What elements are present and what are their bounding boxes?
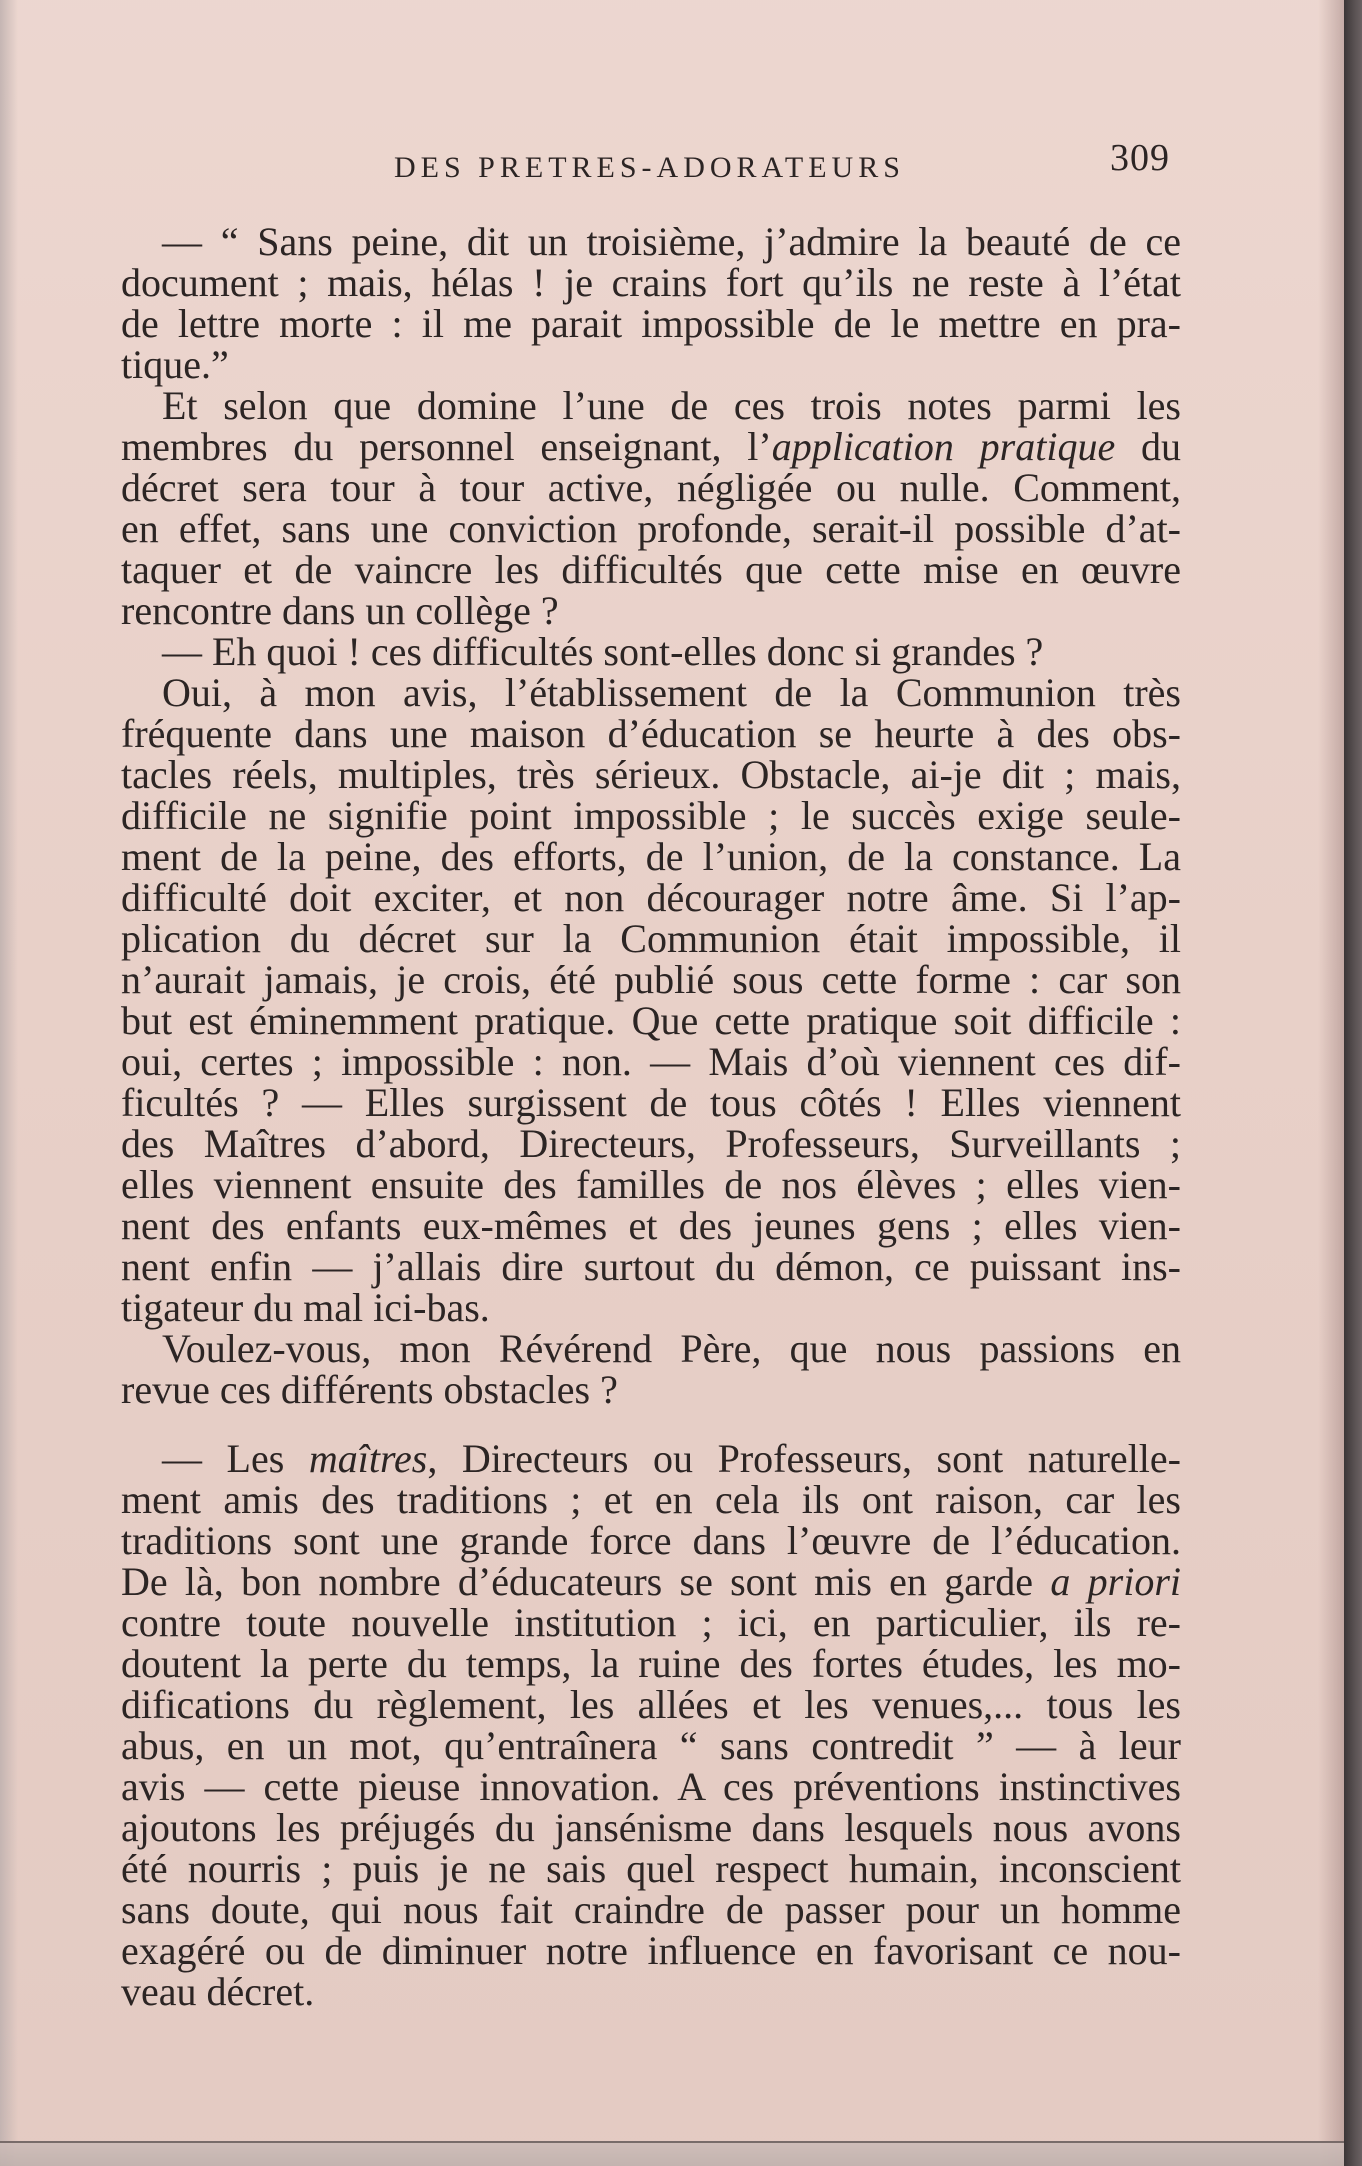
text-line (121, 1082, 1181, 1123)
text-run: été nourris ; puis je ne sais quel respect humain, inconscient (121, 1846, 1181, 1891)
page-bottom-edge (0, 2141, 1344, 2166)
italic-text: maîtres (308, 1436, 428, 1481)
text-run: but est éminemment pratique. Que cette pratique soit difficile : (121, 998, 1181, 1043)
page-gutter-shadow (1318, 0, 1344, 2166)
text-run: sans doute, qui nous fait craindre de passer pour un homme (121, 1887, 1181, 1932)
text-run: ment de la peine, des efforts, de l’union, de la constance. La (121, 834, 1181, 879)
text-line (121, 1602, 1181, 1643)
text-run: traditions sont une grande force dans l’œuvre de l’éducation. (121, 1518, 1181, 1563)
text-run: ficultés ? — Elles surgissent de tous côtés ! Elles viennent (121, 1080, 1181, 1125)
text-block (121, 221, 1181, 2012)
text-run: des Maîtres d’abord, Directeurs, Professeurs, Surveillants ; (121, 1121, 1181, 1166)
text-line (121, 795, 1181, 836)
text-run: avis — cette pieuse innovation. A ces préventions instinctives (121, 1764, 1181, 1809)
text-run: fréquente dans une maison d’éducation se heurte à des obs- (121, 711, 1181, 756)
text-run: de lettre morte : il me parait impossible de le mettre en pra- (121, 301, 1181, 346)
text-line (121, 1328, 1181, 1369)
text-run: , Directeurs ou Professeurs, sont naturelle- (427, 1436, 1181, 1481)
text-line (121, 1520, 1181, 1561)
text-run: oui, certes ; impossible : non. — Mais d’où viennent ces dif- (121, 1039, 1181, 1084)
text-line (121, 877, 1181, 918)
page-number: 309 (1110, 137, 1170, 179)
text-line (121, 303, 1181, 344)
italic-text: application pratique (771, 424, 1116, 469)
text-line (121, 1123, 1181, 1164)
text-line (121, 1643, 1181, 1684)
text-line (121, 1807, 1181, 1848)
text-line (121, 1205, 1181, 1246)
text-line (121, 672, 1181, 713)
text-line (121, 467, 1181, 508)
text-run: n’aurait jamais, je crois, été publié sous cette forme : car son (121, 957, 1181, 1002)
text-run: tigateur du mal ici-bas. (121, 1285, 490, 1330)
text-run: rencontre dans un collège ? (121, 588, 559, 633)
text-run: — Les (162, 1436, 309, 1481)
text-line (121, 1438, 1181, 1479)
text-run: revue ces différents obstacles ? (121, 1367, 618, 1412)
text-line (121, 1766, 1181, 1807)
text-run: taquer et de vaincre les difficultés que cette mise en œuvre (121, 547, 1181, 592)
paragraph (121, 672, 1181, 1328)
text-line (121, 631, 1181, 672)
text-line (121, 508, 1181, 549)
text-run: Oui, à mon avis, l’établissement de la Communion très (162, 670, 1181, 715)
text-run: tacles réels, multiples, très sérieux. Obstacle, ai-je dit ; mais, (121, 752, 1181, 797)
paragraph (121, 221, 1181, 385)
text-line (121, 1164, 1181, 1205)
text-line (121, 836, 1181, 877)
text-run: veau décret. (121, 1969, 315, 2014)
text-line (121, 221, 1181, 262)
text-line (121, 959, 1181, 1000)
text-line (121, 754, 1181, 795)
text-line (121, 713, 1181, 754)
paragraph (121, 1328, 1181, 1410)
text-run: Et selon que domine l’une de ces trois notes parmi les (162, 383, 1181, 428)
text-run: exagéré ou de diminuer notre influence en favorisant ce nou- (121, 1928, 1181, 1973)
text-run: abus, en un mot, qu’entraînera “ sans contredit ” — à leur (121, 1723, 1181, 1768)
text-run: plication du décret sur la Communion était impossible, il (121, 916, 1181, 961)
text-line (121, 262, 1181, 303)
text-line (121, 1725, 1181, 1766)
text-run: difficile ne signifie point impossible ; le succès exige seule- (121, 793, 1181, 838)
text-line (121, 1000, 1181, 1041)
text-run: nent enfin — j’allais dire surtout du démon, ce puissant ins- (121, 1244, 1181, 1289)
text-line (121, 426, 1181, 467)
text-line (121, 590, 1181, 631)
text-line (121, 1041, 1181, 1082)
text-line (121, 1684, 1181, 1725)
text-run: — “ Sans peine, dit un troisième, j’admire la beauté de ce (162, 219, 1181, 264)
text-run: membres du personnel enseignant, l’ (121, 424, 772, 469)
text-line (121, 385, 1181, 426)
text-run: document ; mais, hélas ! je crains fort qu’ils ne reste à l’état (121, 260, 1181, 305)
text-run: difications du règlement, les allées et les venues,... tous les (121, 1682, 1181, 1727)
text-run: difficulté doit exciter, et non décourager notre âme. Si l’ap- (121, 875, 1181, 920)
text-line (121, 549, 1181, 590)
text-line (121, 1889, 1181, 1930)
text-run: De là, bon nombre d’éducateurs se sont mis en garde (121, 1559, 1051, 1604)
text-line (121, 1369, 1181, 1410)
text-line (121, 1561, 1181, 1602)
text-run: ment amis des traditions ; et en cela ils ont raison, car les (121, 1477, 1181, 1522)
text-line (121, 918, 1181, 959)
paragraph (121, 1438, 1181, 2012)
text-run: en effet, sans une conviction profonde, serait-il possible d’at- (121, 506, 1181, 551)
text-run: contre toute nouvelle institution ; ici, en particulier, ils re- (121, 1600, 1181, 1645)
text-run: doutent la perte du temps, la ruine des fortes études, les mo- (121, 1641, 1181, 1686)
running-title: DES PRETRES-ADORATEURS (394, 151, 905, 184)
text-run: tique.” (121, 342, 229, 387)
paragraph (121, 385, 1181, 631)
text-line (121, 1930, 1181, 1971)
text-run: du (1115, 424, 1182, 469)
page-left-edge (0, 0, 18, 2166)
text-run: elles viennent ensuite des familles de nos élèves ; elles vien- (121, 1162, 1181, 1207)
text-run: Voulez-vous, mon Révérend Père, que nous passions en (162, 1326, 1181, 1371)
text-line (121, 1848, 1181, 1889)
text-line (121, 344, 1181, 385)
text-line (121, 1287, 1181, 1328)
text-run: nent des enfants eux-mêmes et des jeunes gens ; elles vien- (121, 1203, 1181, 1248)
italic-text: a priori (1050, 1559, 1182, 1604)
page-right-edge (1344, 0, 1362, 2166)
paragraph (121, 631, 1181, 672)
text-line (121, 1246, 1181, 1287)
text-run: ajoutons les préjugés du jansénisme dans lesquels nous avons (121, 1805, 1181, 1850)
text-line (121, 1971, 1181, 2012)
text-line (121, 1479, 1181, 1520)
text-run: décret sera tour à tour active, négligée ou nulle. Comment, (121, 465, 1181, 510)
text-run: — Eh quoi ! ces difficultés sont-elles donc si grandes ? (162, 629, 1044, 674)
